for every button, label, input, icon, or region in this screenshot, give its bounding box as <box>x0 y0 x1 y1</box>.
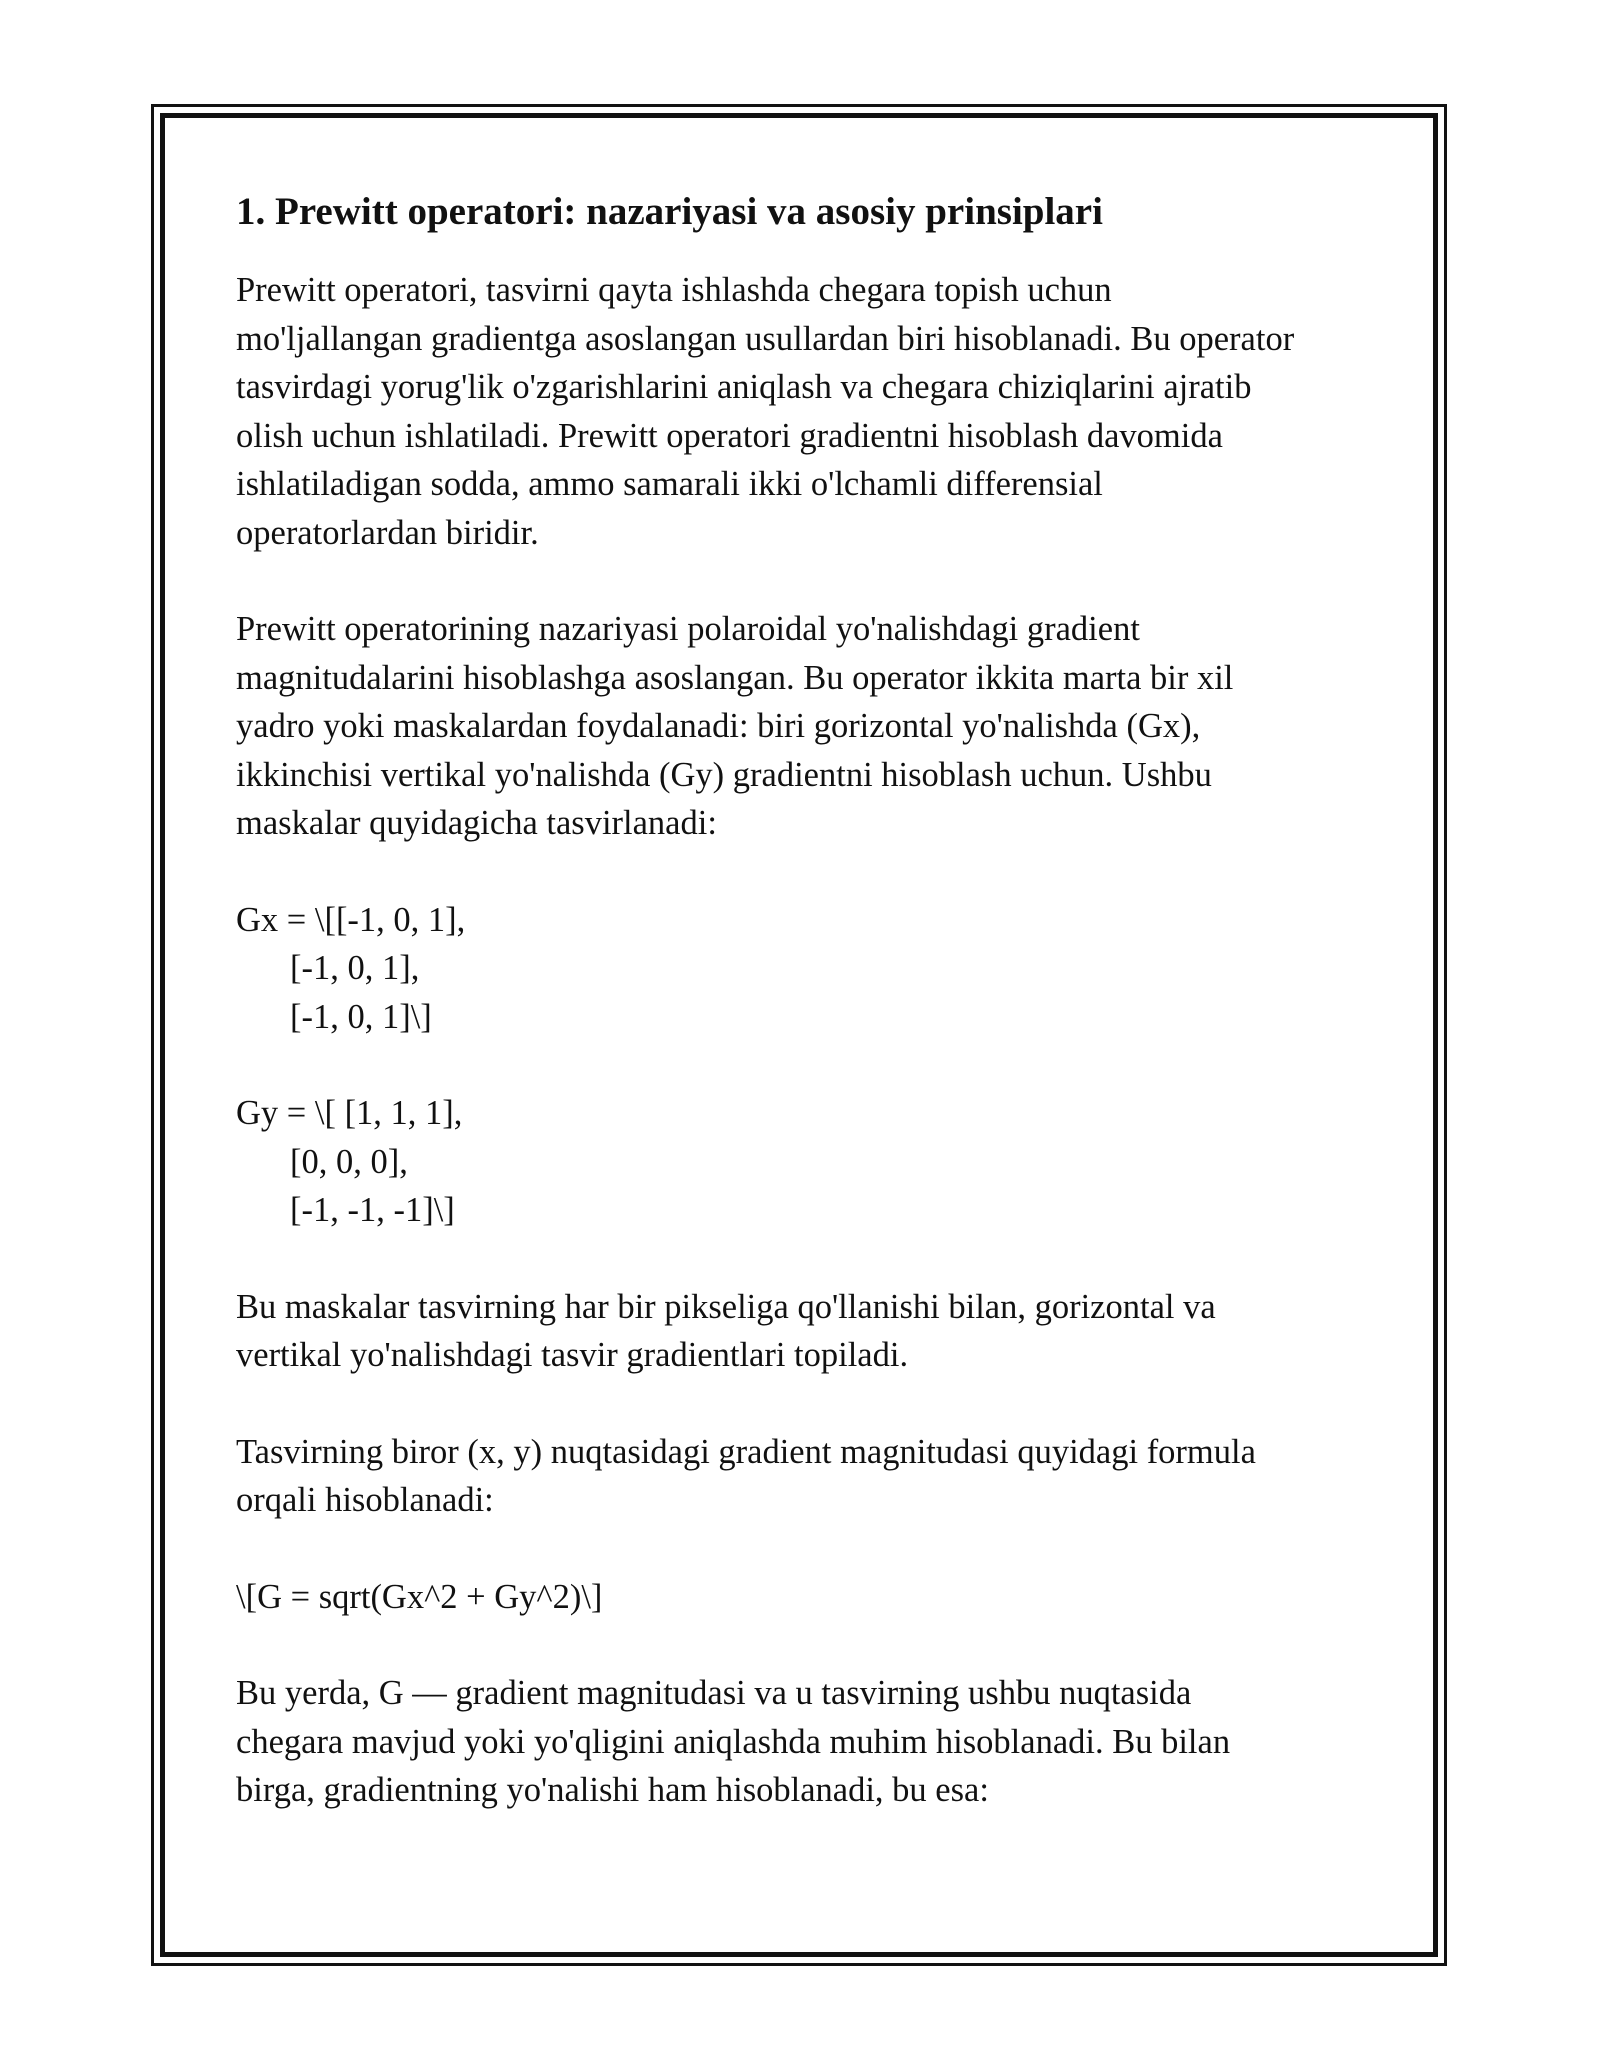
gy-matrix-row-1: Gy = \[ [1, 1, 1], <box>236 1094 463 1132</box>
paragraph-intro: Prewitt operatori, tasvirni qayta ishlashda chegara topish uchun mo'ljallangan gradientga asoslangan usullardan biri hisoblanadi. Bu operator tasvirdagi yorug'lik o'zgarishlarini aniqlash va chegara chiziqlarini ajratib olish uchun ishlatiladi. Prewitt operatori gradientni hisoblash davomida ishlatiladigan sodda, ammo samarali ikki o'lchamli differensial operatorlardan biridir. <box>236 271 1295 552</box>
gradient-formula: \[G = sqrt(Gx^2 + Gy^2)\] <box>236 1577 603 1616</box>
gy-matrix-row-2: [0, 0, 0], <box>290 1142 408 1181</box>
gx-matrix-row-1: Gx = \[[-1, 0, 1], <box>236 900 466 939</box>
gx-matrix <box>236 896 1376 1042</box>
gx-matrix-row-2: [-1, 0, 1], <box>290 949 420 987</box>
document-body <box>236 186 1376 1863</box>
paragraph-explanation: Bu yerda, G — gradient magnitudasi va u tasvirning ushbu nuqtasida chegara mavjud yoki yo'qligini aniqlashda muhim hisoblanadi. Bu bilan birga, gradientning yo'nalishi ham hisoblanadi, bu esa: <box>236 1674 1231 1809</box>
paragraph-theory: Prewitt operatorining nazariyasi polaroidal yo'nalishdagi gradient magnitudalarini hisoblashga asoslangan. Bu operator ikkita marta bir xil yadro yoki maskalardan foydalanadi: biri gorizontal yo'nalishda (Gx), ikkinchisi vertikal yo'nalishda (Gy) gradientni hisoblash uchun. Ushbu maskalar quyidagicha tasvirlanadi: <box>236 610 1234 842</box>
gy-matrix-row-3: [-1, -1, -1]\] <box>290 1191 455 1229</box>
paragraph-masks-application: Bu maskalar tasvirning har bir pikseliga qo'llanishi bilan, gorizontal va vertikal yo'nalishdagi tasvir gradientlari topiladi. <box>236 1287 1216 1374</box>
gx-matrix-row-3: [-1, 0, 1]\] <box>290 997 432 1036</box>
paragraph-magnitude: Tasvirning biror (x, y) nuqtasidagi gradient magnitudasi quyidagi formula orqali hisoblanadi: <box>236 1432 1256 1519</box>
section-heading: 1. Prewitt operatori: nazariyasi va asosiy prinsiplari <box>236 190 1103 233</box>
gy-matrix <box>236 1089 1376 1235</box>
